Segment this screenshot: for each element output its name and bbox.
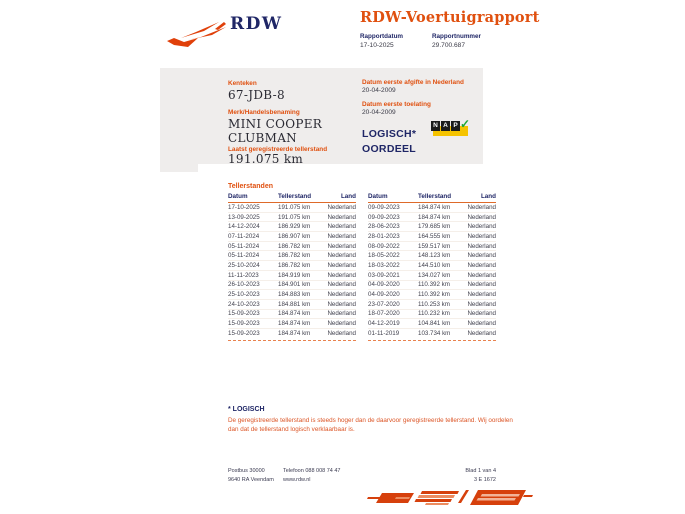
column-header-datum: Datum — [228, 193, 248, 200]
table-cell: 184.874 km — [418, 203, 451, 211]
table-cell: 15-09-2023 — [228, 330, 260, 338]
table-row — [228, 242, 356, 252]
footer-address — [228, 467, 274, 484]
table-cell: 110.253 km — [418, 300, 450, 308]
table-cell: Nederland — [327, 330, 356, 338]
table-cell: 191.075 km — [278, 213, 311, 221]
table-header-row — [228, 193, 356, 203]
page-title: RDW-Voertuigrapport — [360, 9, 540, 26]
table-body-right — [368, 203, 496, 339]
table-row — [228, 300, 356, 310]
footer-form-code: 3 E 1672 — [473, 476, 496, 483]
table-row — [368, 300, 496, 310]
table-cell: Nederland — [327, 271, 356, 279]
table-row — [368, 251, 496, 261]
laatste-tellerstand-value: 191.075 km — [228, 152, 304, 166]
nap-letter-a: A — [441, 121, 450, 131]
table-row — [228, 271, 356, 281]
table-cell: 25-10-2024 — [228, 261, 260, 269]
vehicle-info-panel-tab — [160, 164, 198, 172]
table-cell: 07-11-2024 — [228, 232, 260, 240]
table-cell: 14-12-2024 — [228, 223, 260, 231]
table-cell: Nederland — [467, 261, 496, 269]
table-cell: Nederland — [467, 242, 496, 250]
table-cell: 01-11-2019 — [368, 330, 400, 338]
table-row — [368, 271, 496, 281]
footer-page-number: Blad 1 van 4 — [465, 468, 496, 474]
nap-logo-icon — [431, 117, 471, 140]
table-cell: 110.392 km — [418, 281, 450, 289]
table-cell: 13-09-2025 — [228, 213, 260, 221]
footer-page-info — [420, 467, 496, 484]
table-cell: 04-09-2020 — [368, 281, 400, 289]
table-cell: 03-09-2021 — [368, 271, 400, 279]
table-cell: Nederland — [467, 232, 496, 240]
table-cell: 11-11-2023 — [228, 271, 259, 279]
table-cell: 184.883 km — [278, 291, 311, 299]
table-cell: 148.123 km — [418, 252, 451, 260]
report-date-label: Rapportdatum — [360, 33, 404, 40]
table-cell: Nederland — [467, 252, 496, 260]
table-row — [228, 281, 356, 291]
table-cell: 186.782 km — [278, 261, 311, 269]
table-row — [368, 261, 496, 271]
rdw-logo-icon — [167, 20, 227, 50]
eerste-toelating-label: Datum eerste toelating — [362, 101, 431, 108]
table-cell: Nederland — [327, 242, 356, 250]
table-cell: 186.782 km — [278, 242, 311, 250]
table-row — [368, 329, 496, 339]
report-date-value: 17-10-2025 — [360, 42, 394, 49]
rdw-wordmark: RDW — [230, 14, 283, 34]
table-cell: Nederland — [467, 291, 496, 299]
table-cell: Nederland — [467, 330, 496, 338]
column-header-land: Land — [340, 193, 356, 200]
table-cell: 184.874 km — [418, 213, 451, 221]
table-cell: Nederland — [327, 223, 356, 231]
table-cell: Nederland — [327, 320, 356, 328]
table-cell: 134.027 km — [418, 271, 451, 279]
table-row — [368, 242, 496, 252]
table-cell: 104.841 km — [418, 320, 451, 328]
table-row — [228, 290, 356, 300]
kenteken-value: 67-JDB-8 — [228, 88, 285, 102]
table-cell: Nederland — [327, 203, 356, 211]
column-header-datum: Datum — [368, 193, 388, 200]
report-number-label: Rapportnummer — [432, 33, 481, 40]
table-cell: 184.881 km — [278, 300, 311, 308]
footer-website-link[interactable]: www.rdw.nl — [283, 476, 311, 483]
table-cell: 164.555 km — [418, 232, 451, 240]
table-cell: 04-12-2019 — [368, 320, 400, 328]
table-row — [228, 329, 356, 339]
rdw-stripes-graphic — [366, 486, 534, 510]
table-cell: 184.874 km — [278, 320, 311, 328]
table-cell: 24-10-2023 — [228, 300, 260, 308]
table-cell: 103.734 km — [418, 330, 451, 338]
table-cell: 186.907 km — [278, 232, 311, 240]
table-cell: Nederland — [327, 232, 356, 240]
table-cell: Nederland — [327, 281, 356, 289]
kenteken-label: Kenteken — [228, 80, 257, 87]
table-row — [228, 261, 356, 271]
nap-letter-p: P — [451, 121, 460, 131]
table-cell: 186.782 km — [278, 252, 311, 260]
table-cell: 184.901 km — [278, 281, 311, 289]
table-row — [228, 222, 356, 232]
table-cell: Nederland — [327, 310, 356, 318]
tellerstanden-section-title: Tellerstanden — [228, 183, 273, 190]
table-cell: Nederland — [327, 261, 356, 269]
table-cell: Nederland — [327, 291, 356, 299]
column-header-tellerstand: Tellerstand — [278, 193, 312, 200]
footer-address-line2: 9640 RA Veendam — [228, 476, 274, 483]
table-row — [228, 319, 356, 329]
table-cell: 179.685 km — [418, 223, 451, 231]
oordeel-line1: LOGISCH* — [362, 128, 417, 140]
table-header-row — [368, 193, 496, 203]
merk-value-line2: CLUBMAN — [228, 131, 297, 145]
merk-value-line1: MINI COOPER — [228, 117, 323, 131]
table-cell: 28-01-2023 — [368, 232, 400, 240]
merk-label: Merk/Handelsbenaming — [228, 109, 300, 116]
table-row — [368, 232, 496, 242]
table-cell: 09-09-2023 — [368, 203, 400, 211]
table-cell: Nederland — [467, 300, 496, 308]
laatste-tellerstand-label: Laatst geregistreerde tellerstand — [228, 146, 328, 153]
table-row — [228, 203, 356, 213]
oordeel-badge — [362, 127, 416, 156]
table-cell: 184.919 km — [278, 271, 311, 279]
table-cell: 18-05-2022 — [368, 252, 400, 260]
table-cell: 23-07-2020 — [368, 300, 400, 308]
table-cell: 110.232 km — [418, 310, 450, 318]
table-cell: 15-09-2023 — [228, 310, 260, 318]
logisch-note-body: De geregistreerde tellerstand is steeds hoger dan de daarvoor geregistreerde tellerstand. Wij oordelen dan dat de tellerstand logisch verklaarbaar is. — [228, 417, 513, 433]
table-row — [228, 251, 356, 261]
footer-contact — [283, 467, 341, 484]
table-cell: Nederland — [467, 223, 496, 231]
eerste-afgifte-value: 20-04-2009 — [362, 87, 396, 94]
table-cell: 18-03-2022 — [368, 261, 400, 269]
logisch-note-title: * LOGISCH — [228, 406, 265, 413]
table-cell: Nederland — [467, 213, 496, 221]
footer-address-line1: Postbus 30000 — [228, 468, 265, 474]
report-number-value: 29.700.687 — [432, 42, 466, 49]
table-cell: Nederland — [467, 271, 496, 279]
table-cell: 09-09-2023 — [368, 213, 400, 221]
table-row — [368, 319, 496, 329]
table-cell: Nederland — [327, 213, 356, 221]
table-cell: 28-06-2023 — [368, 223, 400, 231]
eerste-afgifte-label: Datum eerste afgifte in Nederland — [362, 79, 464, 86]
table-cell: Nederland — [467, 203, 496, 211]
table-cell: 191.075 km — [278, 203, 311, 211]
tellerstanden-table-right — [368, 193, 496, 341]
column-header-land: Land — [480, 193, 496, 200]
tellerstanden-table-left — [228, 193, 356, 341]
table-row — [368, 310, 496, 320]
table-row — [228, 213, 356, 223]
table-cell: 184.874 km — [278, 310, 311, 318]
table-cell: 26-10-2023 — [228, 281, 260, 289]
table-cell: 05-11-2024 — [228, 252, 260, 260]
table-row — [228, 310, 356, 320]
table-cell: Nederland — [467, 320, 496, 328]
table-row — [368, 222, 496, 232]
footer-phone: Telefoon 088 008 74 47 — [283, 468, 341, 474]
table-cell: 25-10-2023 — [228, 291, 260, 299]
table-cell: 17-10-2025 — [228, 203, 260, 211]
nap-letter-n: N — [431, 121, 440, 131]
table-cell: Nederland — [467, 281, 496, 289]
table-cell: Nederland — [467, 310, 496, 318]
table-cell: 110.392 km — [418, 291, 450, 299]
table-cell: 04-09-2020 — [368, 291, 400, 299]
table-cell: 05-11-2024 — [228, 242, 260, 250]
table-row — [228, 232, 356, 242]
eerste-toelating-value: 20-04-2009 — [362, 109, 396, 116]
table-cell: 08-09-2022 — [368, 242, 400, 250]
table-body-left — [228, 203, 356, 339]
table-cell: 186.929 km — [278, 223, 311, 231]
table-row — [368, 281, 496, 291]
table-cell: 15-09-2023 — [228, 320, 260, 328]
table-cell: 144.510 km — [418, 261, 451, 269]
table-row — [368, 290, 496, 300]
column-header-tellerstand: Tellerstand — [418, 193, 452, 200]
oordeel-line2: OORDEEL — [362, 142, 417, 155]
table-row — [368, 213, 496, 223]
table-row — [368, 203, 496, 213]
table-cell: 18-07-2020 — [368, 310, 400, 318]
table-cell: 184.874 km — [278, 330, 311, 338]
table-cell: Nederland — [327, 300, 356, 308]
nap-checkmark-icon: ✓ — [460, 117, 471, 131]
table-cell: Nederland — [327, 252, 356, 260]
table-cell: 159.517 km — [418, 242, 451, 250]
